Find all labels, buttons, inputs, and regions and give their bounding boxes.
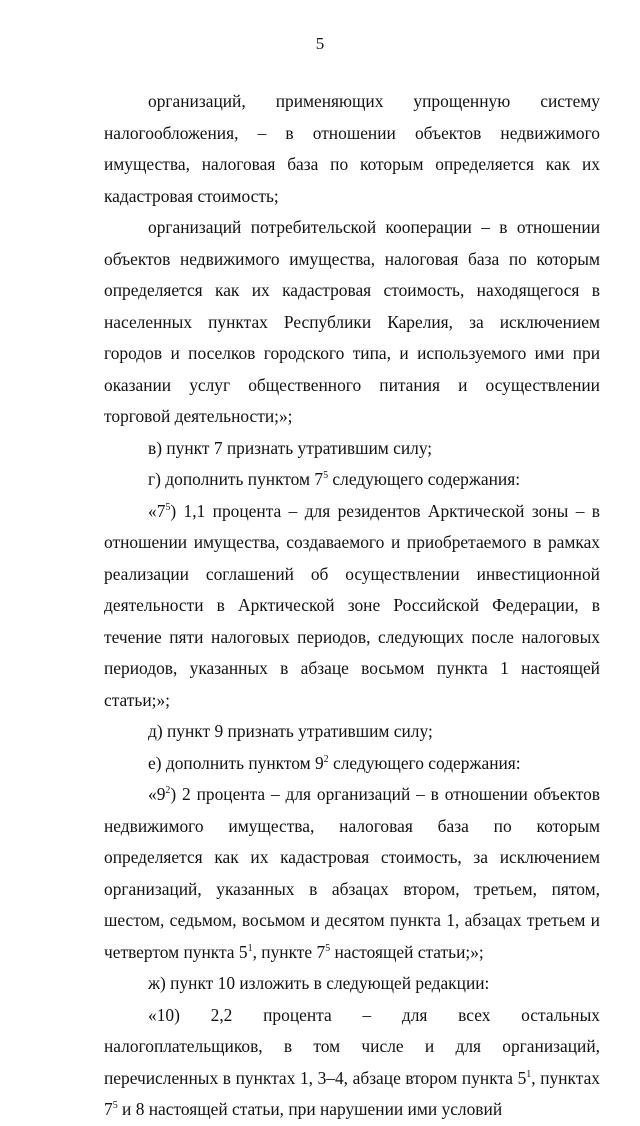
paragraph-text: , пункте 7: [252, 941, 326, 962]
paragraph-consumer-cooperation: [104, 212, 600, 433]
superscript: 1: [247, 942, 253, 954]
paragraph-text: следующего содержания:: [328, 752, 521, 773]
paragraph-text: «7: [148, 500, 166, 521]
superscript: 2: [323, 753, 329, 765]
paragraph-text: и 8 настоящей статьи, при нарушении ими условий: [117, 1099, 503, 1119]
paragraph-text: , пунктах 7: [104, 1067, 600, 1119]
page-number: 5: [315, 34, 325, 53]
paragraph-text: организаций потребительской кооперации – в отношении объектов недвижимого имущества, налоговая база по которым определяется как их кадастровая стоимость, находящегося в населенных пунктах Республики Карелия, за исключением городов и поселков городского типа, и используемого ими при оказании услуг общественного питания и осуществлении торговой деятельности;»;: [104, 217, 600, 426]
paragraph-point-10: [104, 1000, 600, 1126]
superscript: 5: [325, 942, 331, 954]
document-body: [104, 86, 600, 1126]
paragraph-text: д) пункт 9 признать утратившим силу;: [148, 721, 433, 741]
superscript: 5: [165, 501, 171, 513]
paragraph-text: организаций, применяющих упрощенную систему налогообложения, – в отношении объектов недвижимого имущества, налоговая база по которым определяется как их кадастровая стоимость;: [104, 91, 600, 206]
paragraph-text: настоящей статьи;»;: [330, 941, 484, 962]
paragraph-item-d: [104, 716, 600, 748]
superscript: 5: [112, 1100, 118, 1111]
paragraph-text: следующего содержания:: [328, 469, 521, 489]
paragraph-text: «9: [148, 784, 166, 804]
paragraph-point-7-5: [104, 496, 600, 717]
paragraph-point-9-2: [104, 779, 600, 968]
paragraph-usn-organizations: [104, 86, 600, 212]
superscript: 1: [526, 1068, 532, 1080]
paragraph-item-g: [104, 464, 600, 496]
superscript: 5: [323, 470, 329, 481]
paragraph-text: ) 2 процента – для организаций – в отношении объектов недвижимого имущества, налоговая база по которым определяется как их кадастровая стоимость, за исключением организаций, указанных в абзацах втором, третьем, пятом, шестом, седьмом, восьмом и десятом пункта 1, абзацах третьем и четвертом пункта 5: [104, 784, 600, 962]
paragraph-item-v: [104, 433, 600, 465]
paragraph-item-zh: [104, 968, 600, 1000]
paragraph-item-e: [104, 748, 600, 780]
paragraph-text: е) дополнить пунктом 9: [148, 752, 324, 773]
paragraph-text: ) 1,1 процента – для резидентов Арктической зоны – в отношении имущества, создаваемого и приобретаемого в рамках реализации соглашений об осуществлении инвестиционной деятельности в Арктической зоне Российской Федерации, в течение пяти налоговых периодов, следующих после налоговых периодов, указанных в абзаце восьмом пункта 1 настоящей статьи;»;: [104, 500, 600, 710]
paragraph-text: г) дополнить пунктом 7: [148, 469, 324, 489]
paragraph-text: «10) 2,2 процента – для всех остальных налогоплательщиков, в том числе и для организаций, перечисленных в пунктах 1, 3–4, абзаце втором пункта 5: [104, 1004, 600, 1088]
paragraph-text: ж) пункт 10 изложить в следующей редакции:: [148, 973, 490, 993]
paragraph-text: в) пункт 7 признать утратившим силу;: [148, 437, 433, 458]
superscript: 2: [165, 785, 171, 796]
